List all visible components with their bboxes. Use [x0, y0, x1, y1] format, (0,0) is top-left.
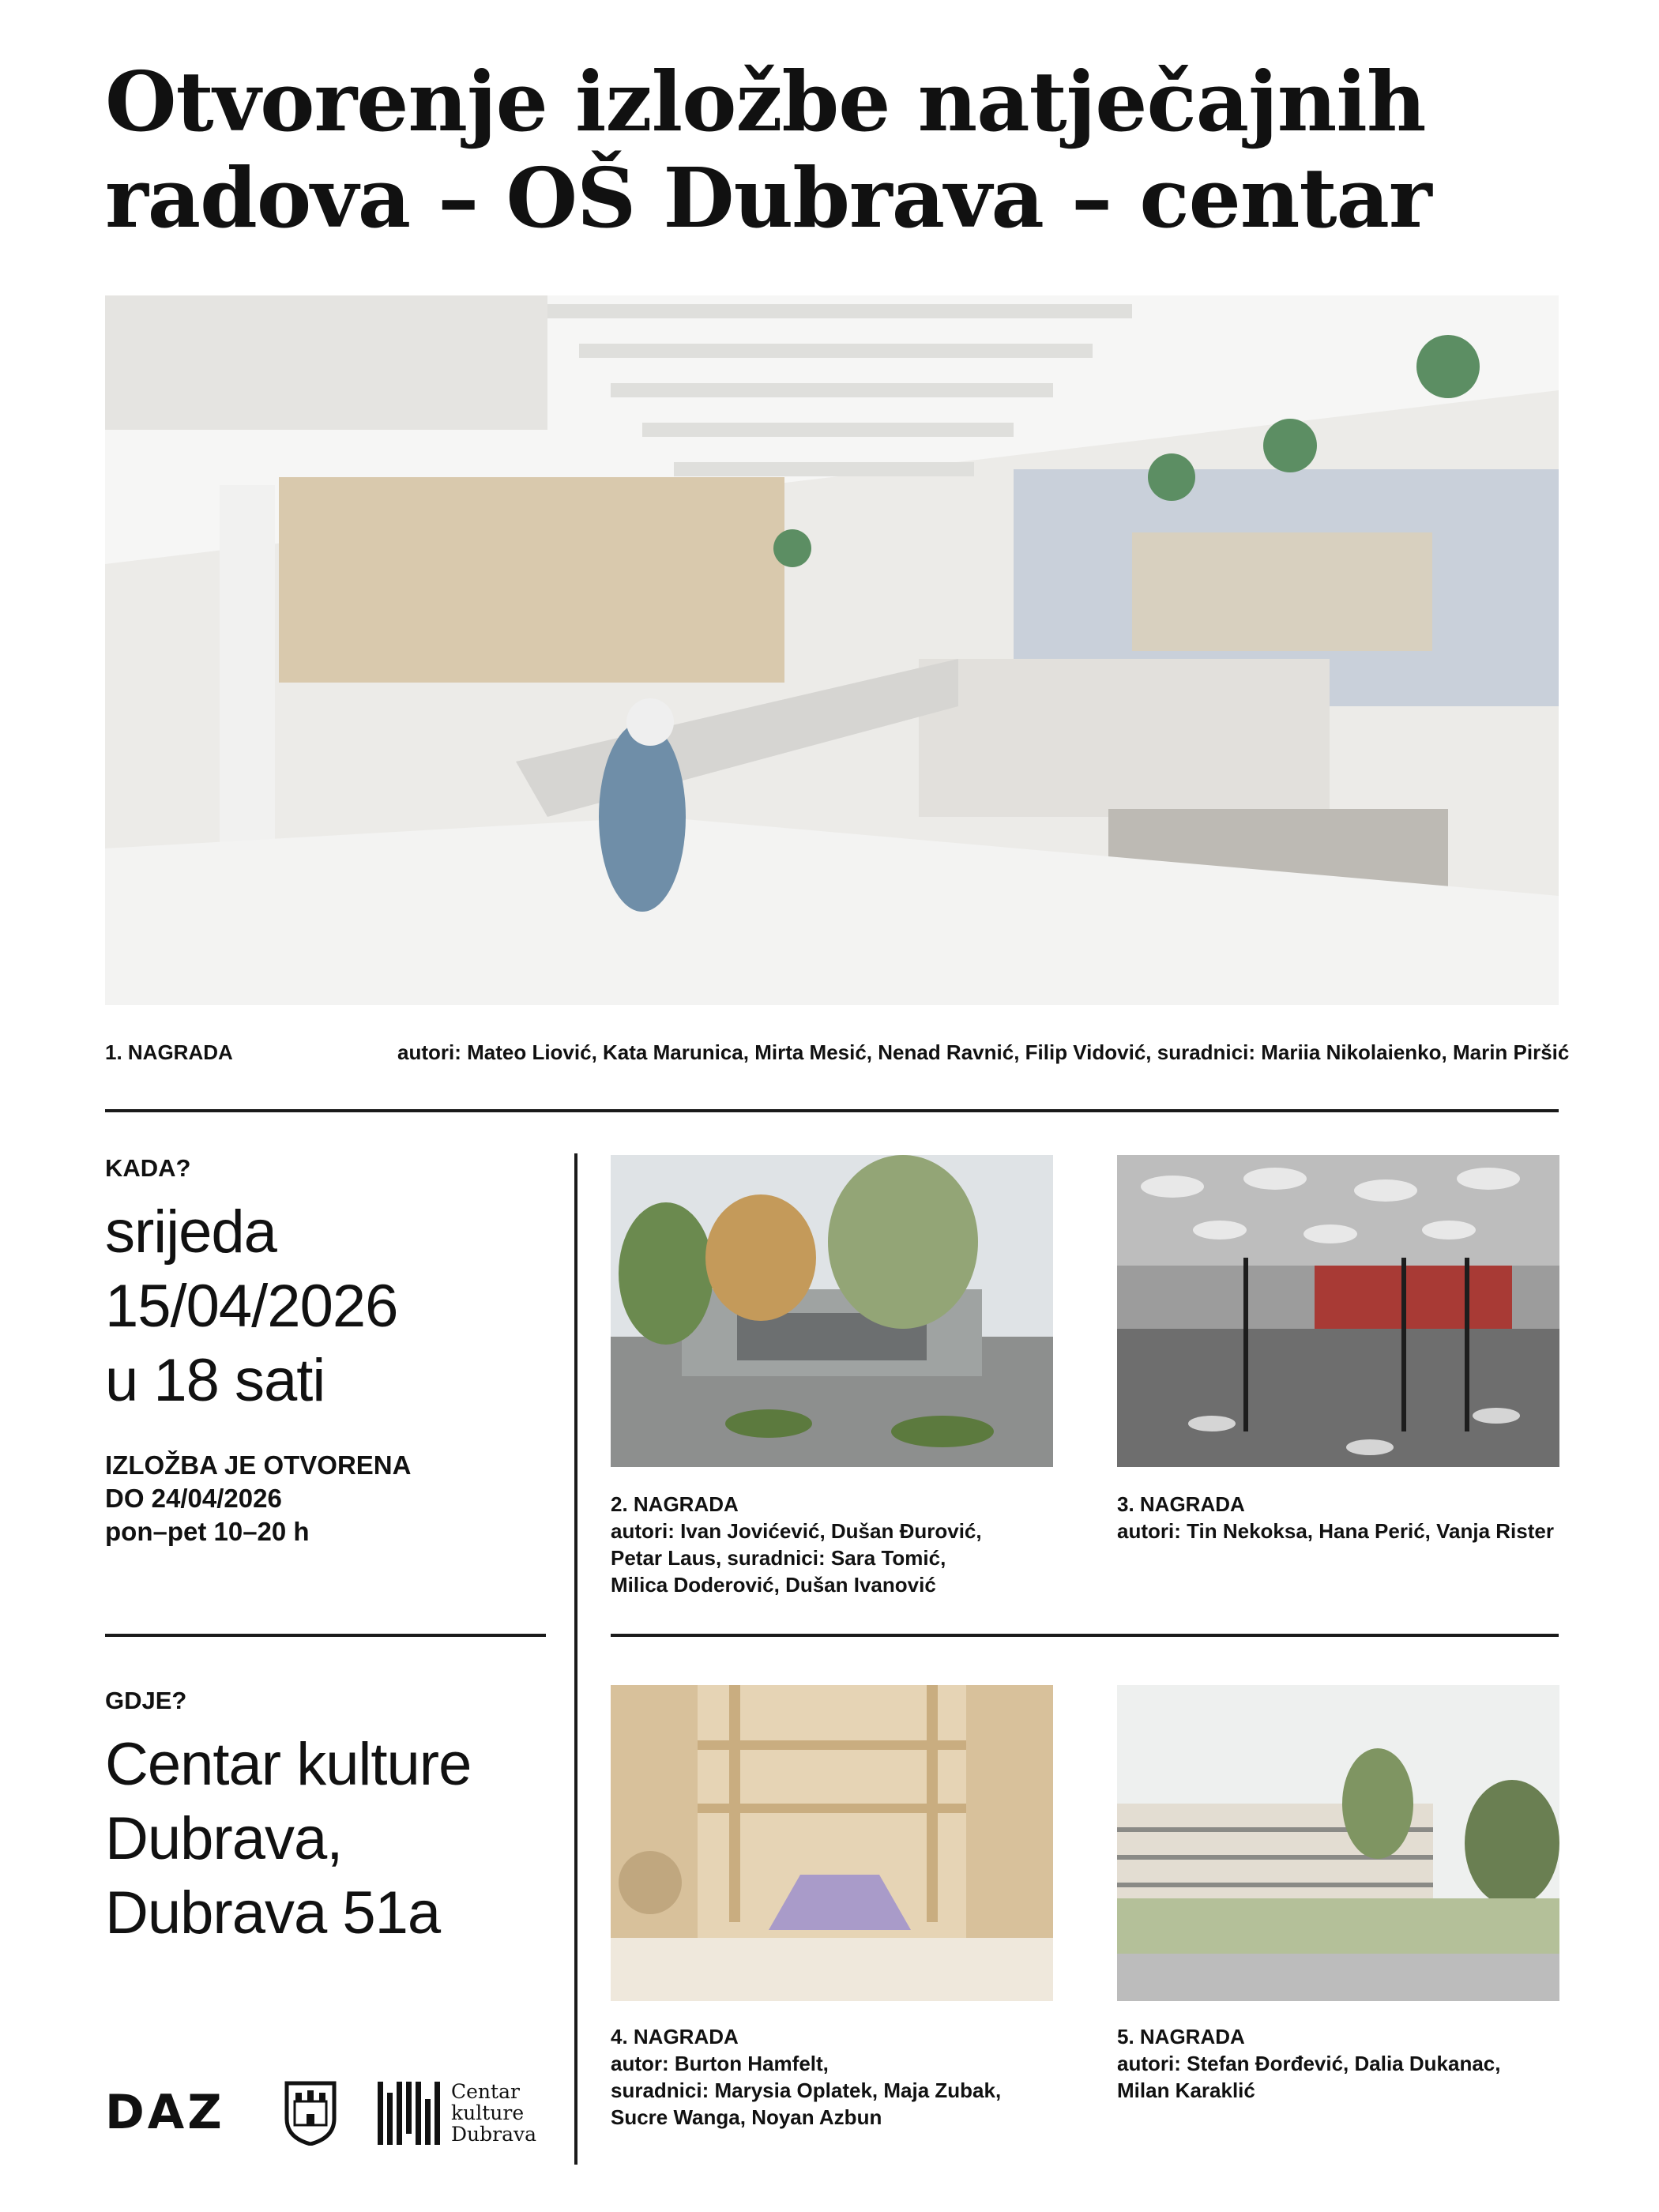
- prize4-authors-line-2: suradnici: Marysia Oplatek, Maja Zubak,: [611, 2078, 1002, 2102]
- exhibition-open-line-1: IZLOŽBA JE OTVORENA: [105, 1450, 412, 1480]
- prize2-authors-line-2: Petar Laus, suradnici: Sara Tomić,: [611, 1546, 946, 1570]
- centar-kulture-dubrava-logo: [378, 2081, 536, 2145]
- prize3-authors-line-1: autori: Tin Nekoksa, Hana Perić, Vanja Rister: [1117, 1519, 1554, 1543]
- zagreb-coat-of-arms-icon: [284, 2081, 337, 2146]
- prize5-authors-line-1: autori: Stefan Đorđević, Dalia Dukanac,: [1117, 2052, 1501, 2075]
- event-day: srijeda: [105, 1198, 276, 1266]
- right-mid-divider: [611, 1634, 1559, 1637]
- exhibition-hours: pon–pet 10–20 h: [105, 1517, 310, 1546]
- where-heading: GDJE?: [105, 1687, 187, 1714]
- ckd-logo-line-1: Centar: [451, 2080, 520, 2103]
- event-date: 15/04/2026: [105, 1273, 398, 1340]
- daz-logo-text: DAZ: [105, 2085, 225, 2140]
- ckd-bars-icon: [378, 2082, 440, 2145]
- prize5-label: 5. NAGRADA: [1117, 2025, 1245, 2048]
- page-title: [105, 54, 1574, 246]
- prize4-authors-line-1: autor: Burton Hamfelt,: [611, 2052, 829, 2075]
- top-divider: [105, 1109, 1559, 1112]
- column-divider: [574, 1153, 577, 2165]
- prize3-render-image: [1117, 1155, 1559, 1467]
- prize5-authors-line-2: Milan Karaklić: [1117, 2078, 1255, 2102]
- when-heading: KADA?: [105, 1154, 191, 1182]
- ckd-logo-line-2: kulture: [451, 2101, 525, 2124]
- prize2-label: 2. NAGRADA: [611, 1492, 739, 1516]
- prize4-authors-line-3: Sucre Wanga, Noyan Azbun: [611, 2105, 882, 2129]
- prize1-authors: autori: Mateo Liović, Kata Marunica, Mirta Mesić, Nenad Ravnić, Filip Vidović, suradnici: Mariia Nikolaienko, Marin Piršić: [397, 1040, 1570, 1064]
- exhibition-open-line-2: DO 24/04/2026: [105, 1484, 282, 1513]
- daz-logo: [105, 2085, 225, 2140]
- prize2-render-image: [611, 1155, 1053, 1467]
- event-time: u 18 sati: [105, 1347, 325, 1414]
- prize4-render-image: [611, 1685, 1053, 2001]
- prize3-label: 3. NAGRADA: [1117, 1492, 1245, 1516]
- title-line-2: radova – OŠ Dubrava – centar: [105, 149, 1431, 246]
- title-line-1: Otvorenje izložbe natječajnih: [105, 53, 1426, 150]
- left-mid-divider: [105, 1634, 546, 1637]
- main-render-image: [105, 295, 1559, 1005]
- prize4-label: 4. NAGRADA: [611, 2025, 739, 2048]
- prize2-authors-line-1: autori: Ivan Jovićević, Dušan Đurović,: [611, 1519, 982, 1543]
- prize2-authors-line-3: Milica Doderović, Dušan Ivanović: [611, 1573, 936, 1597]
- venue-line-1: Centar kulture: [105, 1731, 472, 1798]
- venue-address: Dubrava 51a: [105, 1879, 441, 1947]
- venue-line-2: Dubrava,: [105, 1805, 343, 1872]
- ckd-logo-line-3: Dubrava: [451, 2123, 537, 2146]
- prize5-render-image: [1117, 1685, 1559, 2001]
- prize1-label: 1. NAGRADA: [105, 1040, 233, 1064]
